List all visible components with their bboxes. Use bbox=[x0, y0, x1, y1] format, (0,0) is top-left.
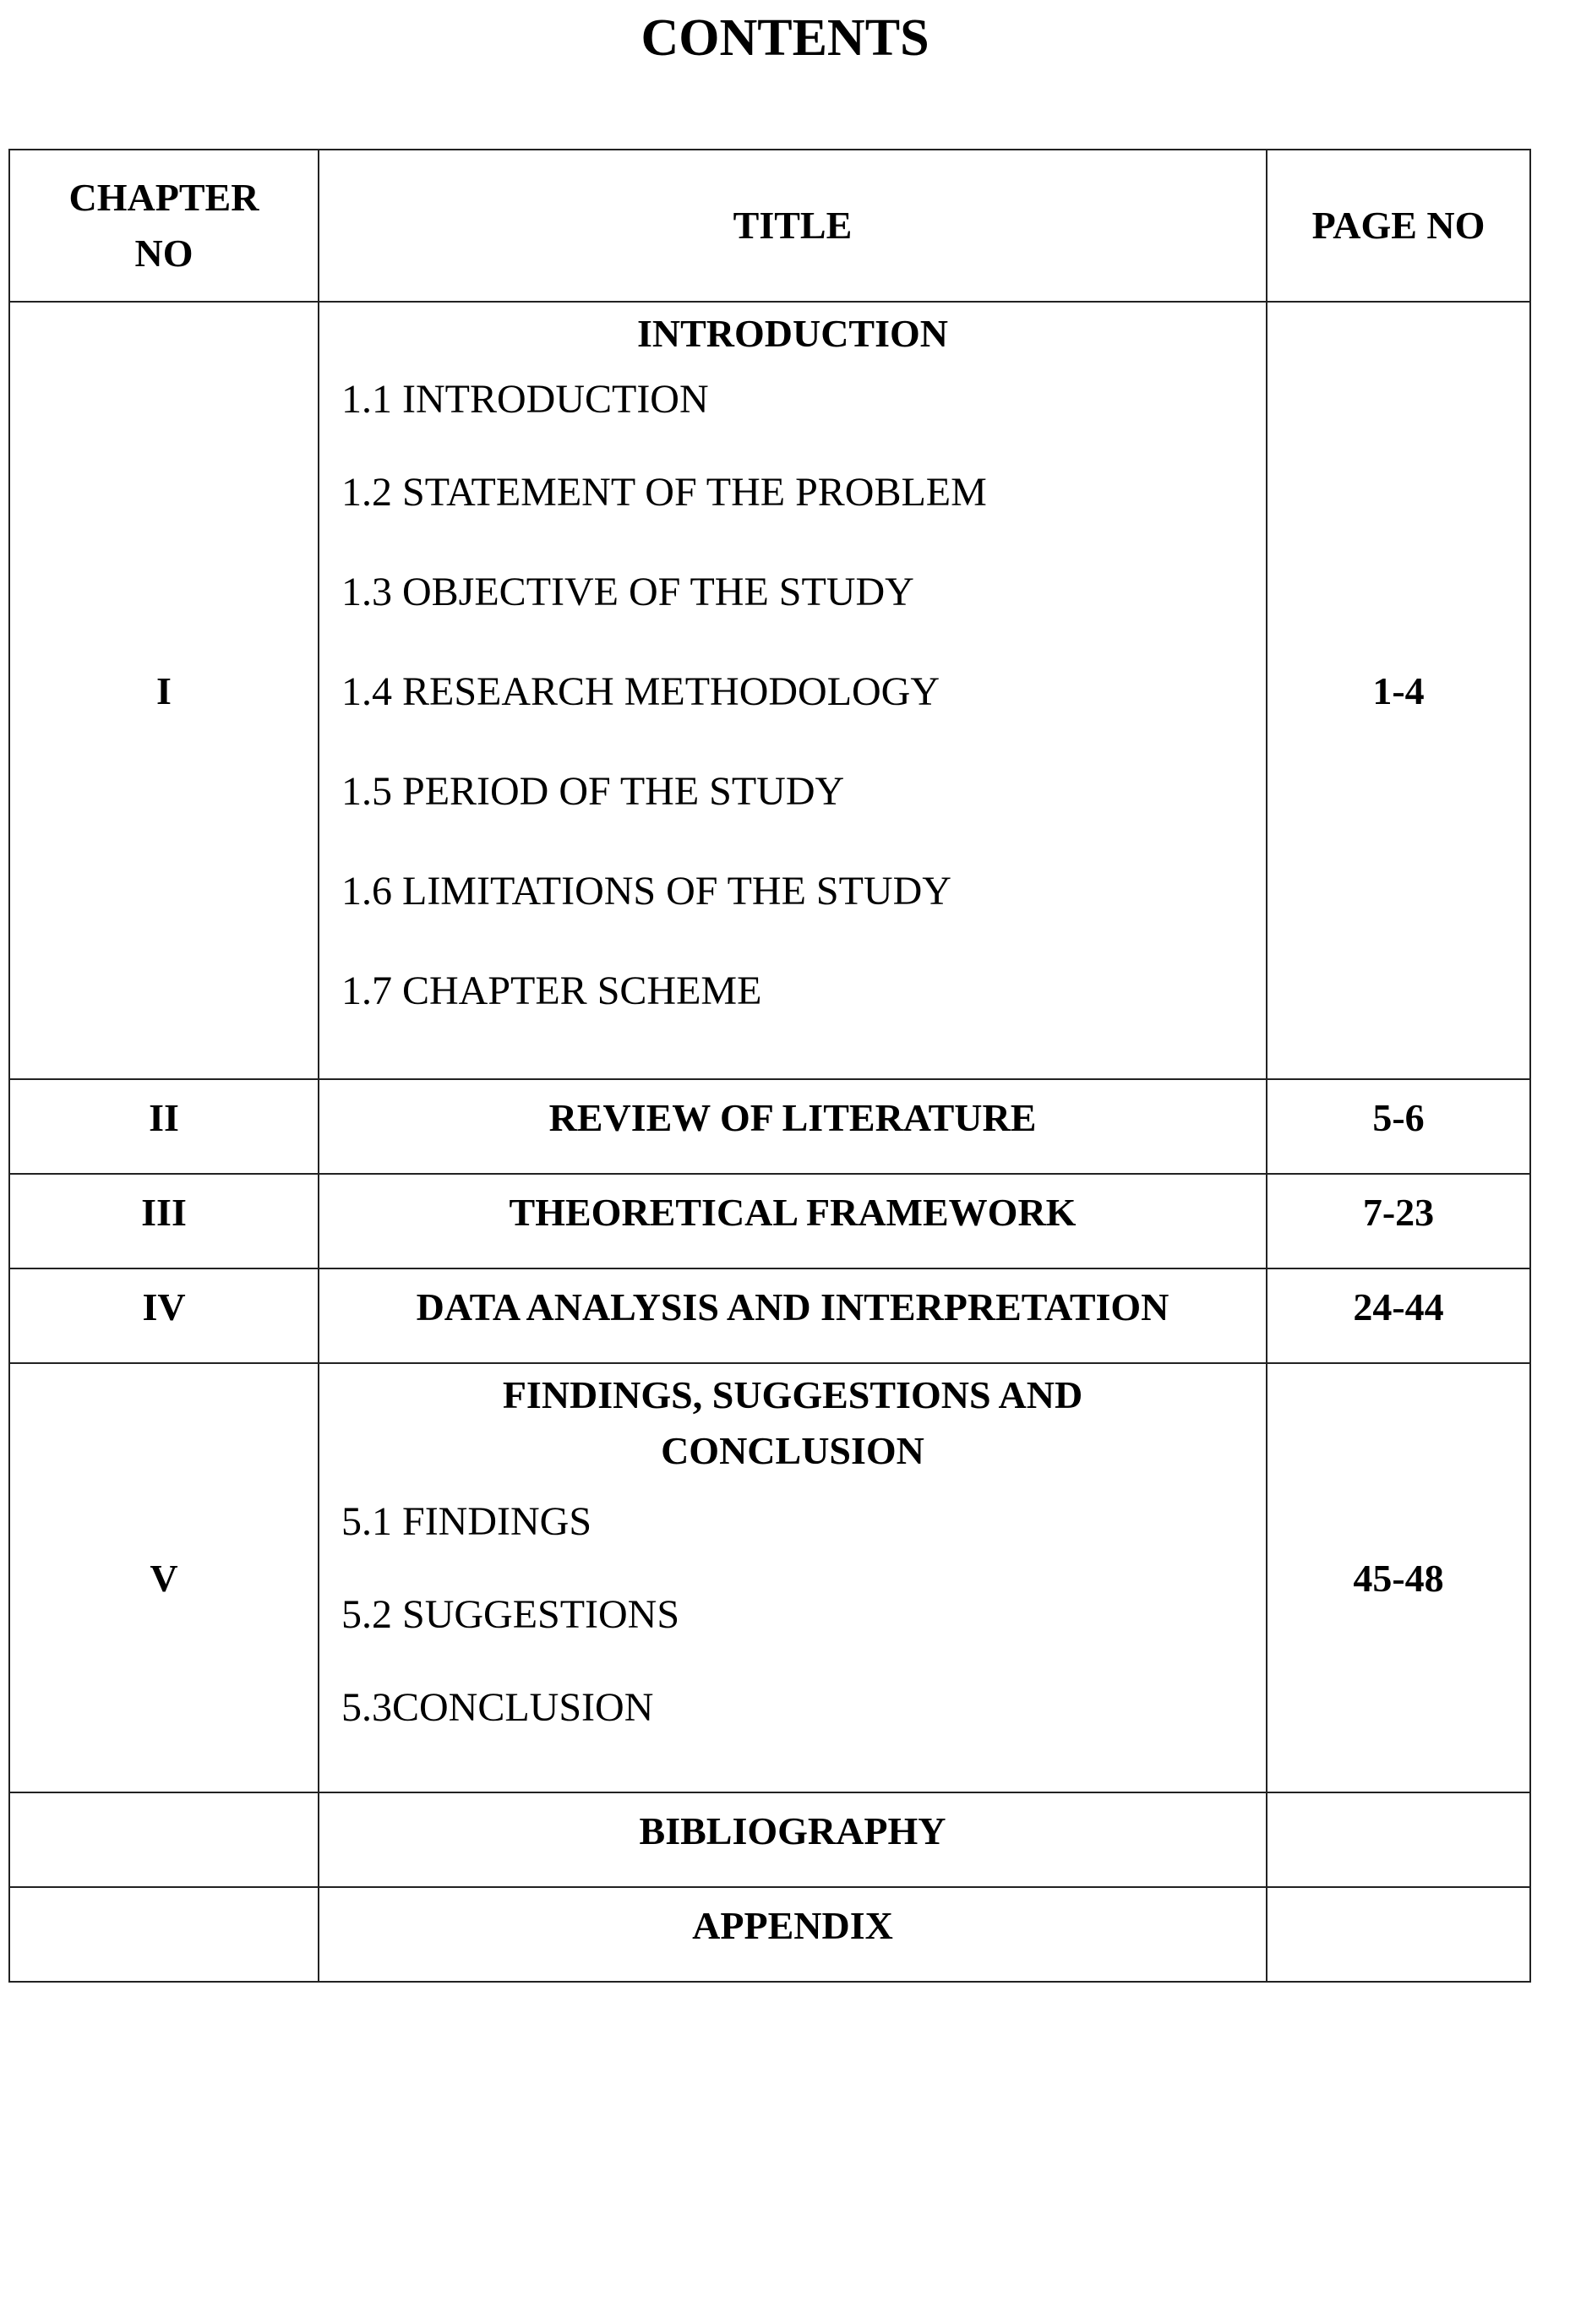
page-range: 1-4 bbox=[1267, 302, 1530, 1079]
page-range bbox=[1267, 1792, 1530, 1887]
page-range: 45-48 bbox=[1267, 1363, 1530, 1792]
chapter-title: THEORETICAL FRAMEWORK bbox=[319, 1174, 1267, 1268]
page-range bbox=[1267, 1887, 1530, 1982]
section-item: 1.1 INTRODUCTION bbox=[341, 377, 709, 422]
table-row bbox=[9, 1079, 1530, 1174]
chapter-title-cell bbox=[319, 1363, 1267, 1792]
table-row bbox=[9, 1174, 1530, 1268]
table-header-row bbox=[9, 150, 1530, 302]
page-range: 5-6 bbox=[1267, 1079, 1530, 1174]
section-list bbox=[319, 1494, 1266, 1736]
table-row bbox=[9, 1792, 1530, 1887]
table-row bbox=[9, 1268, 1530, 1363]
chapter-title: BIBLIOGRAPHY bbox=[319, 1792, 1267, 1887]
page-range: 7-23 bbox=[1267, 1174, 1530, 1268]
chapter-title: APPENDIX bbox=[319, 1887, 1267, 1982]
header-chapter-no-label: CHAPTER NO bbox=[68, 176, 259, 275]
chapter-number bbox=[9, 1887, 319, 1982]
section-item: 1.5 PERIOD OF THE STUDY bbox=[341, 769, 845, 814]
contents-table bbox=[8, 149, 1531, 1983]
section-item: 1.3 OBJECTIVE OF THE STUDY bbox=[341, 570, 914, 614]
chapter-number: I bbox=[9, 302, 319, 1079]
section-item: 5.1 FINDINGS bbox=[341, 1499, 592, 1544]
page-title: CONTENTS bbox=[641, 9, 929, 67]
chapter-title-cell bbox=[319, 302, 1267, 1079]
section-item: 1.7 CHAPTER SCHEME bbox=[341, 968, 762, 1013]
chapter-title: INTRODUCTION bbox=[636, 312, 949, 355]
chapter-title: DATA ANALYSIS AND INTERPRETATION bbox=[319, 1268, 1267, 1363]
chapter-number bbox=[9, 1792, 319, 1887]
header-title: TITLE bbox=[319, 150, 1267, 302]
chapter-number: II bbox=[9, 1079, 319, 1174]
chapter-title: FINDINGS, SUGGESTIONS AND CONCLUSION bbox=[502, 1373, 1083, 1472]
table-row bbox=[9, 302, 1530, 1079]
page-range: 24-44 bbox=[1267, 1268, 1530, 1363]
section-item: 1.6 LIMITATIONS OF THE STUDY bbox=[341, 869, 951, 914]
section-item: 1.2 STATEMENT OF THE PROBLEM bbox=[341, 470, 987, 515]
section-item: 1.4 RESEARCH METHODOLOGY bbox=[341, 669, 940, 714]
section-list bbox=[319, 372, 1266, 1019]
section-item: 5.3CONCLUSION bbox=[341, 1685, 654, 1730]
chapter-number: III bbox=[9, 1174, 319, 1268]
chapter-number: IV bbox=[9, 1268, 319, 1363]
header-chapter-no bbox=[9, 150, 319, 302]
chapter-title: REVIEW OF LITERATURE bbox=[319, 1079, 1267, 1174]
table-row bbox=[9, 1363, 1530, 1792]
table-row bbox=[9, 1887, 1530, 1982]
chapter-number: V bbox=[9, 1363, 319, 1792]
header-page-no: PAGE NO bbox=[1267, 150, 1530, 302]
section-item: 5.2 SUGGESTIONS bbox=[341, 1592, 680, 1637]
